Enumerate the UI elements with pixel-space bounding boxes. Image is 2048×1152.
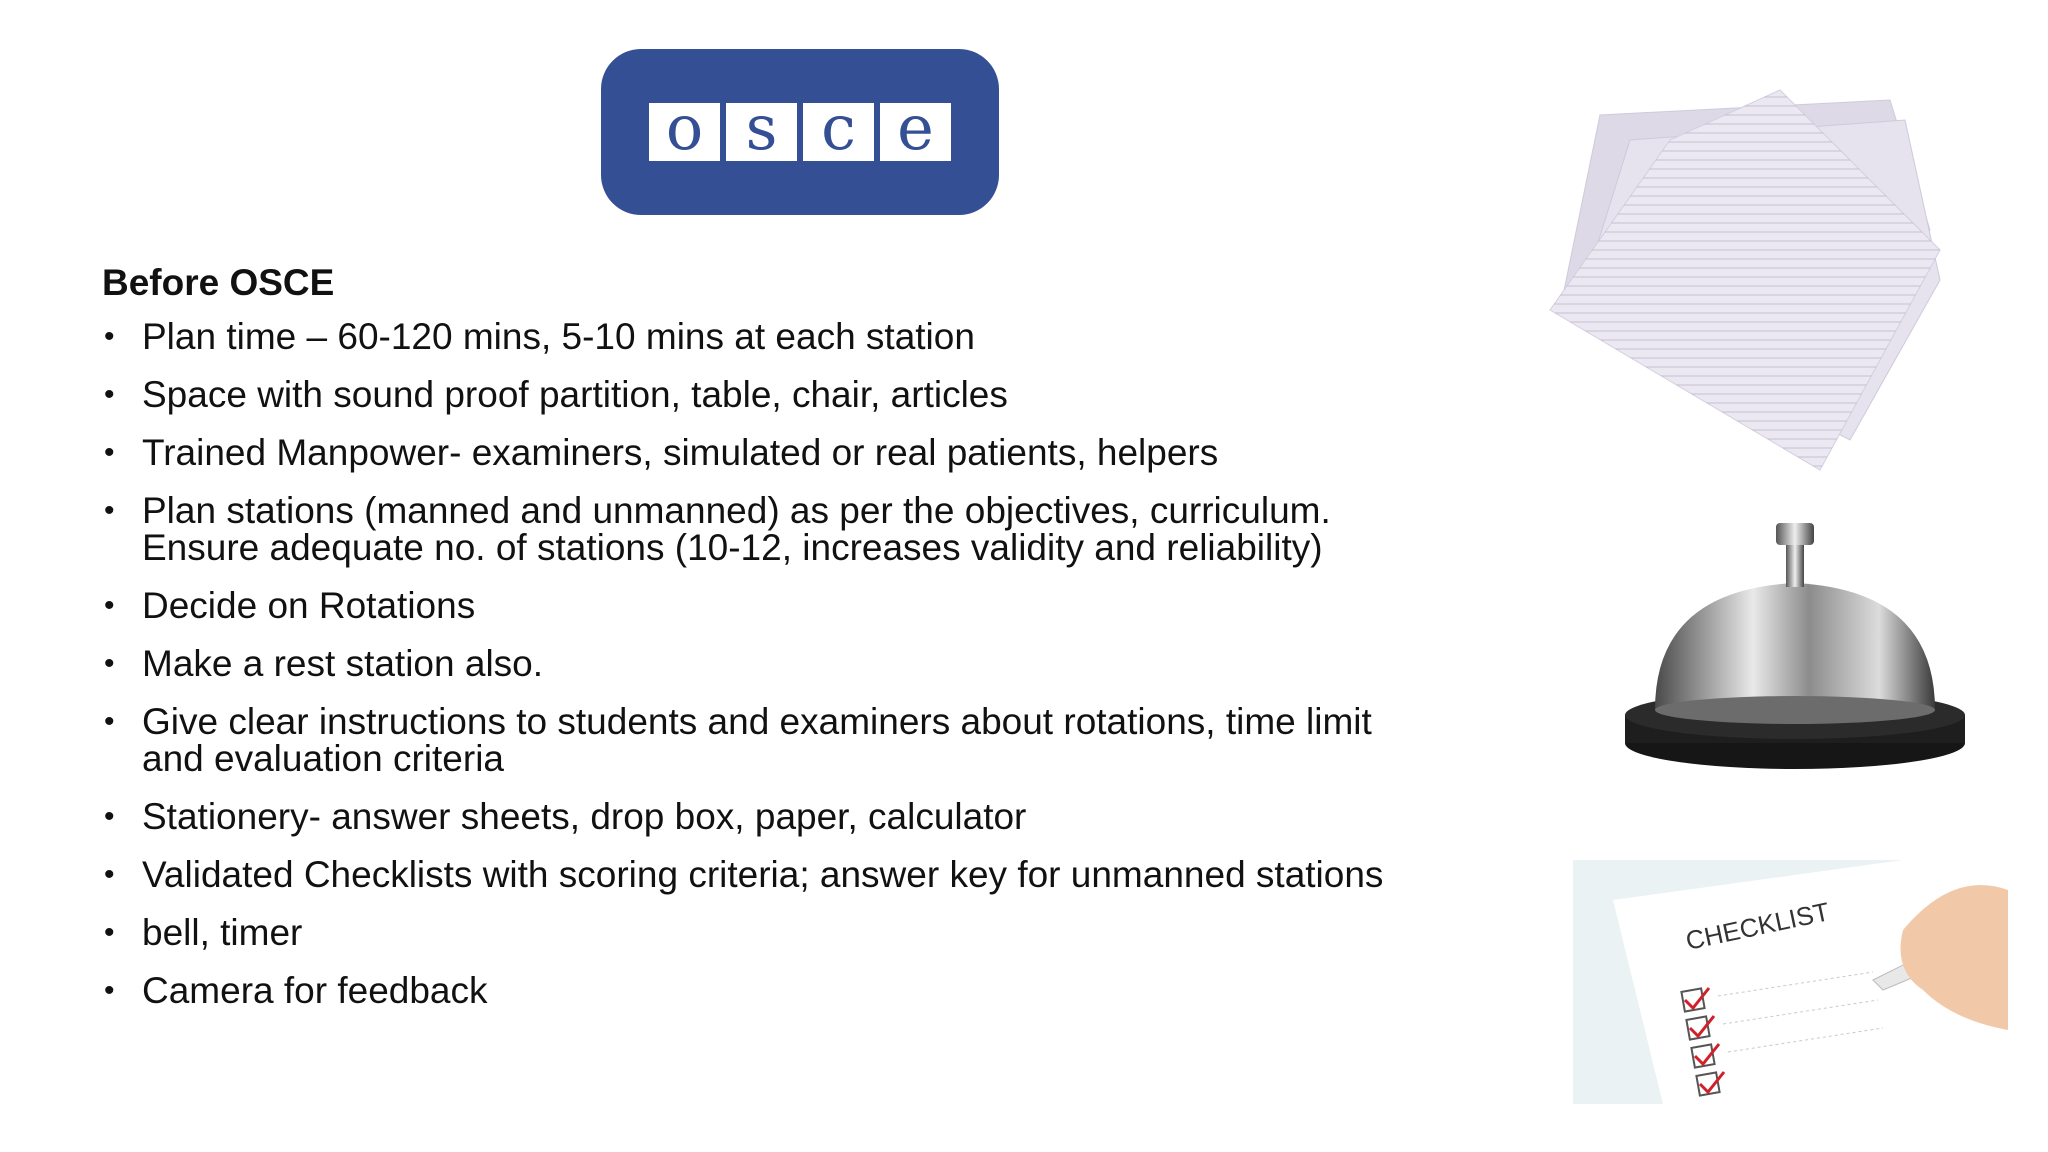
bullet-text: Camera for feedback xyxy=(142,970,488,1011)
osce-logo-letters xyxy=(649,91,951,164)
bullet-item xyxy=(102,914,1432,951)
bullet-dot: • xyxy=(104,320,115,353)
bullet-dot: • xyxy=(104,974,115,1007)
bullet-text: Trained Manpower- examiners, simulated or real patients, helpers xyxy=(142,432,1219,473)
bullet-item xyxy=(102,434,1432,471)
bullet-item xyxy=(102,318,1432,355)
paper-stack-image xyxy=(1540,80,1960,480)
slide-heading: Before OSCE xyxy=(102,262,335,303)
logo-letter: c xyxy=(803,103,874,161)
bullet-text: Stationery- answer sheets, drop box, paper, calculator xyxy=(142,796,1027,837)
bullet-item xyxy=(102,645,1432,682)
bullet-dot: • xyxy=(104,589,115,622)
logo-letter: o xyxy=(649,103,720,161)
bullet-item xyxy=(102,703,1432,777)
bullet-dot: • xyxy=(104,800,115,833)
bullet-text: Plan time – 60-120 mins, 5-10 mins at each station xyxy=(142,316,975,357)
bell-image xyxy=(1610,515,1980,775)
bullet-dot: • xyxy=(104,916,115,949)
bullet-text: Decide on Rotations xyxy=(142,585,476,626)
bullet-text: Make a rest station also. xyxy=(142,643,544,684)
bullet-item xyxy=(102,972,1432,1009)
bullet-text: Space with sound proof partition, table, chair, articles xyxy=(142,374,1008,415)
bullet-text: Validated Checklists with scoring criteria; answer key for unmanned stations xyxy=(142,854,1384,895)
bullet-item xyxy=(102,492,1432,566)
bullet-item xyxy=(102,376,1432,413)
logo-letter: e xyxy=(880,103,951,161)
slide-content xyxy=(102,258,1432,1030)
bullet-dot: • xyxy=(104,494,115,527)
bullet-dot: • xyxy=(104,378,115,411)
bullet-text: Give clear instructions to students and examiners about rotations, time limit and evaluation criteria xyxy=(142,701,1372,779)
bullet-dot: • xyxy=(104,647,115,680)
bullet-dot: • xyxy=(104,705,115,738)
bullet-item xyxy=(102,856,1432,893)
checklist-label: CHECKLIST xyxy=(1683,896,1832,956)
checklist-image xyxy=(1573,860,2008,1104)
bullet-text: bell, timer xyxy=(142,912,303,953)
bullet-text: Plan stations (manned and unmanned) as per the objectives, curriculum. Ensure adequate no. of stations (10-12, increases validity and reliability) xyxy=(142,490,1331,568)
bullet-list xyxy=(102,318,1432,1009)
osce-logo xyxy=(601,49,999,215)
checklist-illustration xyxy=(1573,860,2008,1104)
logo-letter: s xyxy=(726,103,797,161)
bullet-item xyxy=(102,798,1432,835)
bullet-item xyxy=(102,587,1432,624)
bullet-dot: • xyxy=(104,436,115,469)
bullet-dot: • xyxy=(104,858,115,891)
